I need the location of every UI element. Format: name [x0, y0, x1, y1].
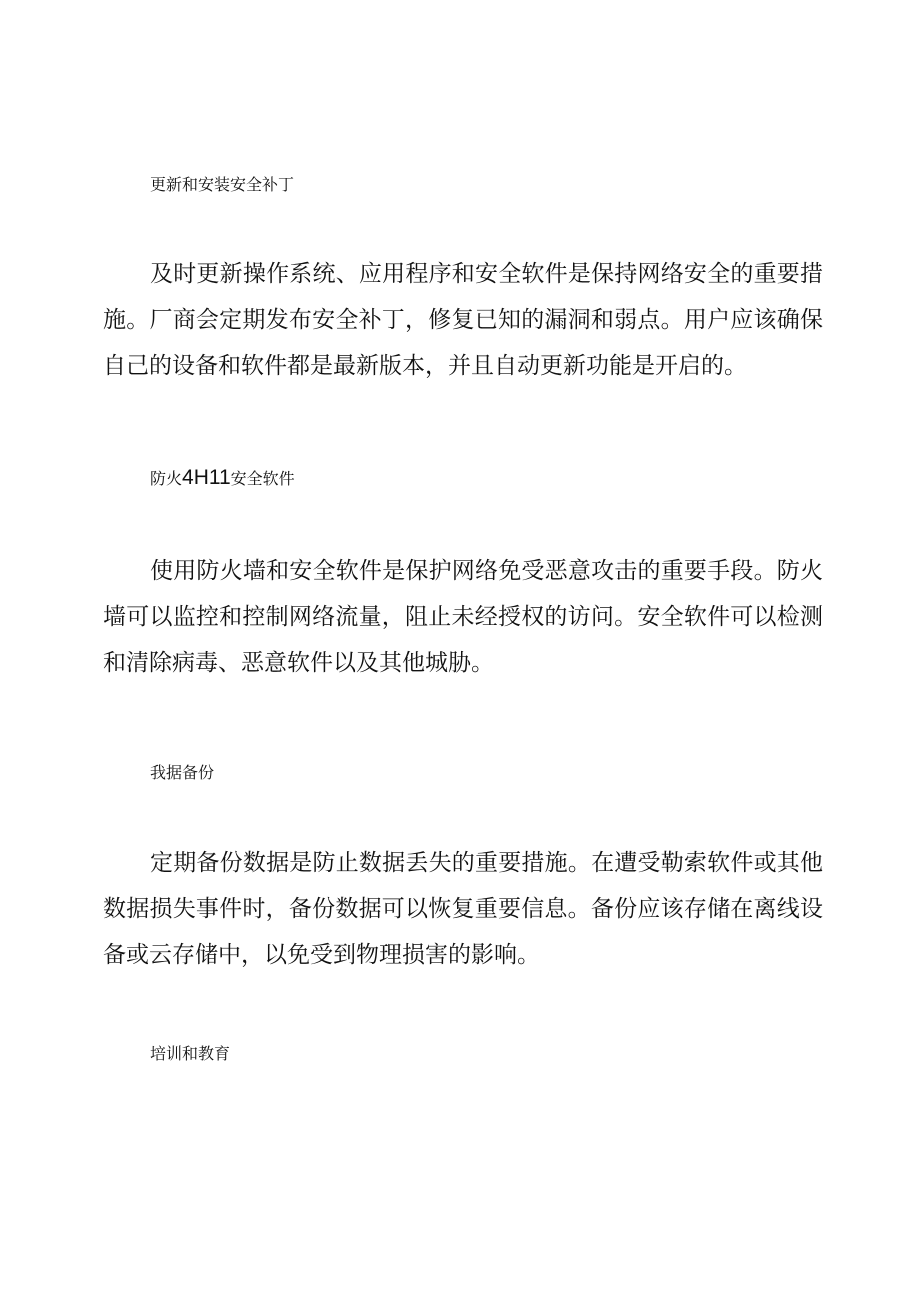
heading-firewall-prefix: 防火 [150, 469, 183, 488]
section-paragraph-backup: 定期备份数据是防止数据丢失的重要措施。在遭受勒索软件或其他数据损失事件时，备份数据可以恢复重要信息。备份应该存储在离线设备或云存储中，以免受到物理损害的影响。 [103, 850, 823, 968]
heading-firewall-suffix: 安全软件 [230, 469, 295, 488]
section-heading-backup: 我据备份 [150, 763, 215, 782]
section-paragraph-updates: 及时更新操作系统、应用程序和安全软件是保持网络安全的重要措施。厂商会定期发布安全补丁，修复已知的漏洞和弱点。用户应该确保自己的设备和软件都是最新版本，并且自动更新功能是开启的。 [103, 261, 823, 379]
section-heading-updates: 更新和安装安全补丁 [150, 175, 295, 194]
section-heading-training: 培训和教育 [150, 1044, 231, 1063]
section-paragraph-firewall: 使用防火墙和安全软件是保护网络免受恶意攻击的重要手段。防火墙可以监控和控制网络流量，阻止未经授权的访问。安全软件可以检测和清除病毒、恶意软件以及其他城胁。 [103, 558, 823, 676]
heading-firewall-code: 4H11 [182, 466, 231, 489]
section-heading-firewall [150, 468, 295, 489]
